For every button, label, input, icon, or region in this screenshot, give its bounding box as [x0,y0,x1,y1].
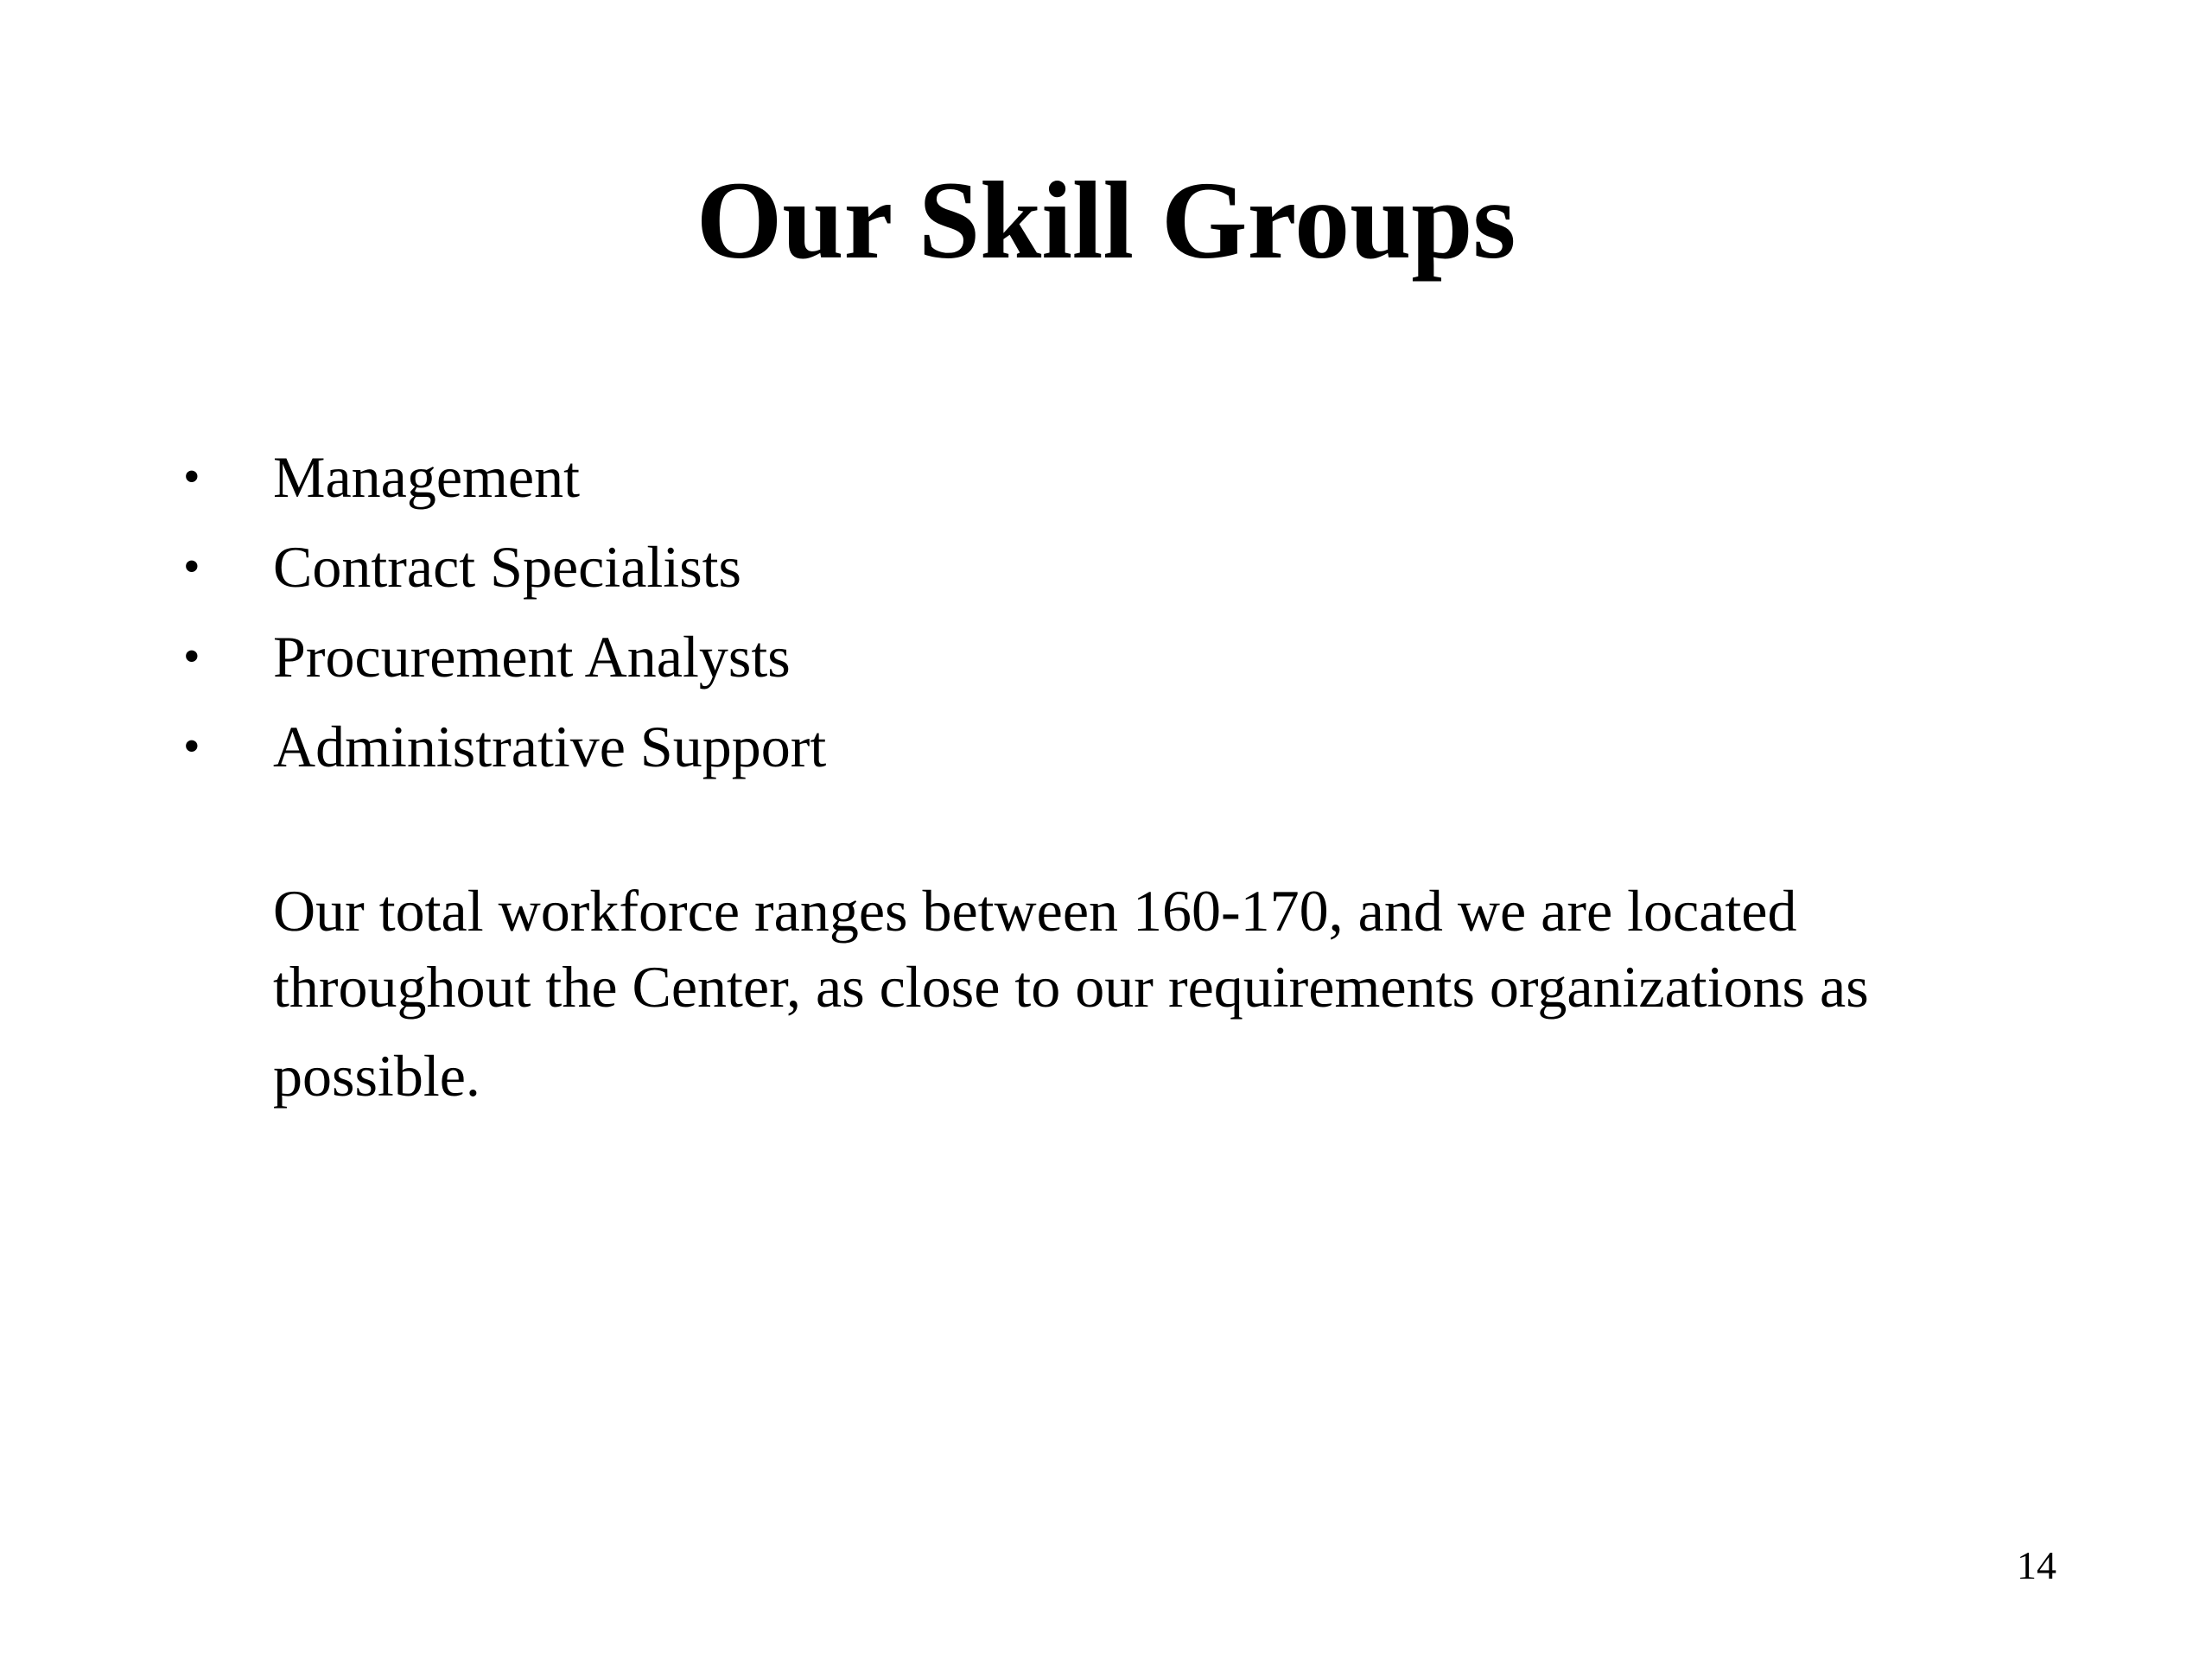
page-number: 14 [2017,1543,2056,1587]
list-item-text: Contract Specialists [273,534,742,600]
bullet-icon: • [183,720,200,773]
list-item-text: Procurement Analysts [273,624,791,690]
paragraph-line: Our total workforce ranges between 160-170, and we are located [273,878,1797,944]
paragraph-line: throughout the Center, as close to our requirements organizations as [273,954,1869,1020]
list-item-text: Administrative Support [273,714,827,779]
slide-title: Our Skill Groups [696,159,1516,282]
bullet-icon: • [183,630,200,683]
bullet-icon: • [183,450,200,504]
workforce-paragraph [273,873,2053,1118]
list-item-text: Management [273,444,580,510]
bullet-icon: • [183,540,200,594]
paragraph-line: possible. [273,1043,480,1109]
